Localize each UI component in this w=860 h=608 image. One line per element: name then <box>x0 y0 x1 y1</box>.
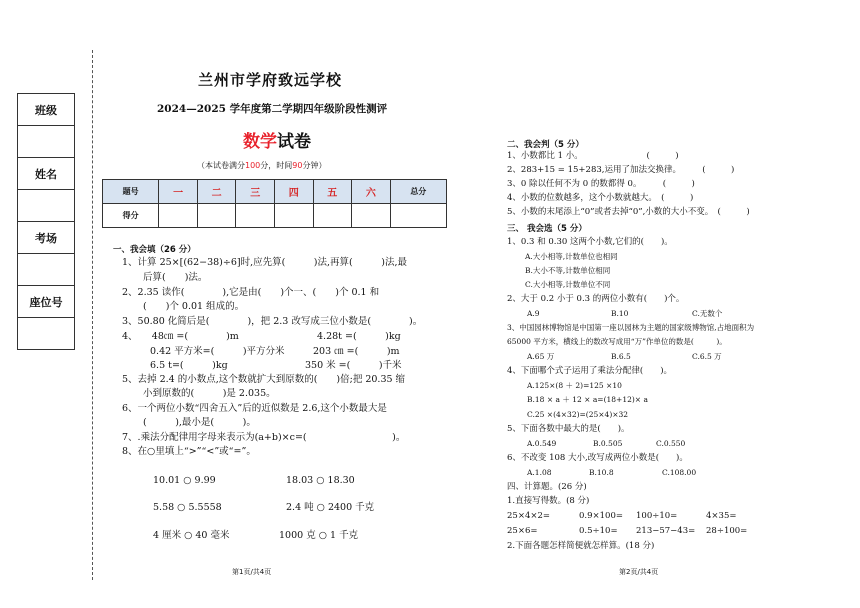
q4-a-right: 4.28t =( )kg <box>317 331 401 342</box>
section-4-heading: 四、计算题。(26 分) <box>507 482 587 492</box>
class-label: 班级 <box>18 94 75 126</box>
calc-1-r1-a: 25×4×2= <box>507 511 550 521</box>
q4-b-left: 0.42 平方米=( )平方分米 <box>150 346 285 357</box>
compare-2: 18.03 ○ 18.30 <box>286 475 355 486</box>
compare-1: 10.01 ○ 9.99 <box>153 475 216 486</box>
section-1-heading: 一、我会填（26 分） <box>113 245 196 255</box>
q7: 7、.乘法分配律用字母来表示为(a+b)×c=( )。 <box>122 432 406 443</box>
score-header-5: 五 <box>313 180 352 204</box>
q4-c-right: 350 米 =( )千米 <box>305 360 402 371</box>
score-cell[interactable] <box>197 204 236 228</box>
choice-3-line1: 3、中国园林博物馆是中国第一座以园林为主题的国家级博物馆,占地面积为 <box>507 323 755 332</box>
q2-line1: 2、2.35 读作( ),它是由( )个一、( )个 0.1 和 <box>122 287 380 298</box>
choice-2-c: C.无数个 <box>692 309 723 318</box>
q1-line1: 1、计算 25×[(62−38)÷6]时,应先算( )法,再算( )法,最 <box>122 257 407 268</box>
choice-4: 4、下面哪个式子运用了乘法分配律( )。 <box>507 366 673 376</box>
school-title: 兰州市学府致远学校 <box>198 71 343 89</box>
choice-3-b: B.6.5 <box>611 352 631 361</box>
score-header-3: 三 <box>236 180 275 204</box>
score-header-6: 六 <box>352 180 391 204</box>
calc-1-r2-c: 213−57−43= <box>636 526 696 536</box>
note-a: （本试卷满分 <box>197 161 245 170</box>
calc-1-heading: 1.直接写得数。(8 分) <box>507 496 590 506</box>
q6-line2: ( ),最小是( )。 <box>143 417 256 428</box>
choice-1-a: A.大小相等,计数单位也相同 <box>525 252 618 261</box>
note-c: 分钟） <box>302 161 327 170</box>
seat-label: 座位号 <box>18 286 75 318</box>
choice-4-c: C.25 ×(4×32)=(25×4)×32 <box>527 410 629 419</box>
section-3-heading: 三、 我会选（5 分） <box>507 224 587 234</box>
exam-note <box>197 160 326 171</box>
calc-1-r1-c: 100÷10= <box>636 511 678 521</box>
q5-line1: 5、去掉 2.4 的小数点,这个数就扩大到原数的( )倍;把 20.35 缩 <box>122 374 406 385</box>
cut-line <box>92 50 93 580</box>
score-cell[interactable] <box>313 204 352 228</box>
q4-c-left: 6.5 t=( )kg <box>150 360 228 371</box>
calc-1-r1-b: 0.9×100= <box>579 511 623 521</box>
score-cell[interactable] <box>159 204 198 228</box>
choice-2-b: B.10 <box>611 309 629 318</box>
score-header-1: 一 <box>159 180 198 204</box>
choice-5: 5、下面各数中最大的是( )。 <box>507 424 630 434</box>
exam-room-field[interactable] <box>18 254 75 286</box>
choice-6-a: A.1.08 <box>527 468 552 477</box>
choice-6-b: B.10.8 <box>589 468 614 477</box>
name-field[interactable] <box>18 190 75 222</box>
score-header-total: 总分 <box>390 180 446 204</box>
judge-3: 3、0 除以任何不为 0 的数都得 0。 ( ) <box>507 179 695 189</box>
score-table <box>102 179 447 228</box>
full-score: 100 <box>245 161 261 170</box>
q8: 8、在○里填上“>”“<”或“=”。 <box>122 446 256 457</box>
calc-1-r2-a: 25×6= <box>507 526 538 536</box>
judge-4: 4、小数的位数越多，这个小数就越大。 ( ) <box>507 193 694 203</box>
exam-room-label: 考场 <box>18 222 75 254</box>
choice-1-c: C.大小相等,计数单位不同 <box>525 280 611 289</box>
choice-6-c: C.108.00 <box>662 468 697 477</box>
choice-3-a: A.65 万 <box>527 352 555 361</box>
choice-5-a: A.0.549 <box>527 439 557 448</box>
section-2-heading: 二、我会判（5 分） <box>507 140 584 150</box>
score-header-2: 二 <box>197 180 236 204</box>
calc-1-r1-d: 4×35= <box>706 511 737 521</box>
compare-5: 4 厘米 ○ 40 毫米 <box>153 530 230 541</box>
page-footer-2: 第2页/共4页 <box>619 568 659 576</box>
q4-b-right: 203 ㎝ =( )m <box>313 346 400 357</box>
calc-1-r2-b: 0.5÷10= <box>579 526 618 536</box>
choice-1-b: B.大小不等,计数单位相同 <box>525 266 611 275</box>
name-label: 姓名 <box>18 158 75 190</box>
page-footer-1: 第1页/共4页 <box>232 568 272 576</box>
subject-black: 试卷 <box>277 132 311 152</box>
score-cell[interactable] <box>352 204 391 228</box>
choice-2: 2、大于 0.2 小于 0.3 的两位小数有( )个。 <box>507 294 685 304</box>
class-field[interactable] <box>18 126 75 158</box>
score-cell[interactable] <box>390 204 446 228</box>
choice-5-c: C.0.550 <box>656 439 686 448</box>
seat-field[interactable] <box>18 318 75 350</box>
student-info-table <box>17 93 75 350</box>
q6-line1: 6、一个两位小数“四舍五入”后的近似数是 2.6,这个小数最大是 <box>122 403 387 414</box>
judge-2: 2、283+15 = 15+283,运用了加法交换律。 ( ) <box>507 165 735 175</box>
judge-1: 1、小数都比 1 小。 ( ) <box>507 151 679 161</box>
compare-4: 2.4 吨 ○ 2400 千克 <box>286 502 375 513</box>
score-row-label: 得分 <box>103 204 159 228</box>
choice-3-line2: 65000 平方米，横线上的数改写成用“万”作单位的数是( )。 <box>507 337 727 346</box>
note-b: 分，时间 <box>260 161 293 170</box>
calc-2-heading: 2.下面各题怎样简便就怎样算。(18 分) <box>507 541 655 551</box>
compare-6: 1000 克 ○ 1 千克 <box>279 530 359 541</box>
q2-line2: ( )个 0.01 组成的。 <box>143 301 245 312</box>
choice-4-a: A.125×(8 ＋ 2)=125 ×10 <box>527 381 622 390</box>
compare-3: 5.58 ○ 5.5558 <box>153 502 222 513</box>
score-header-4: 四 <box>274 180 313 204</box>
choice-6: 6、不改变 108 大小,改写成两位小数是( )。 <box>507 453 688 463</box>
q3: 3、50.80 化简后是( )，把 2.3 改写成三位小数是( )。 <box>122 316 423 327</box>
judge-5: 5、小数的末尾添上“0”或者去掉“0”,小数的大小不变。 ( ) <box>507 207 750 217</box>
score-cell[interactable] <box>274 204 313 228</box>
term-title: 2024—2025 学年度第二学期四年级阶段性测评 <box>157 103 388 115</box>
choice-3-c: C.6.5 万 <box>692 352 722 361</box>
calc-1-r2-d: 28÷100= <box>706 526 748 536</box>
score-header-number: 题号 <box>103 180 159 204</box>
subject-title <box>243 127 311 152</box>
choice-5-b: B.0.505 <box>593 439 623 448</box>
q5-line2: 小到原数的( )是 2.035。 <box>143 388 276 399</box>
subject-red: 数学 <box>243 132 277 152</box>
q1-line2: 后算( )法。 <box>143 272 208 283</box>
score-cell[interactable] <box>236 204 275 228</box>
choice-2-a: A.9 <box>527 309 540 318</box>
choice-1: 1、0.3 和 0.30 这两个小数,它们的( )。 <box>507 237 673 247</box>
minutes: 90 <box>292 161 303 170</box>
q4-a-left: 4、 48㎝ =( )m <box>122 331 239 342</box>
choice-4-b: B.18 × a ＋ 12 × a=(18+12)× a <box>527 395 648 404</box>
